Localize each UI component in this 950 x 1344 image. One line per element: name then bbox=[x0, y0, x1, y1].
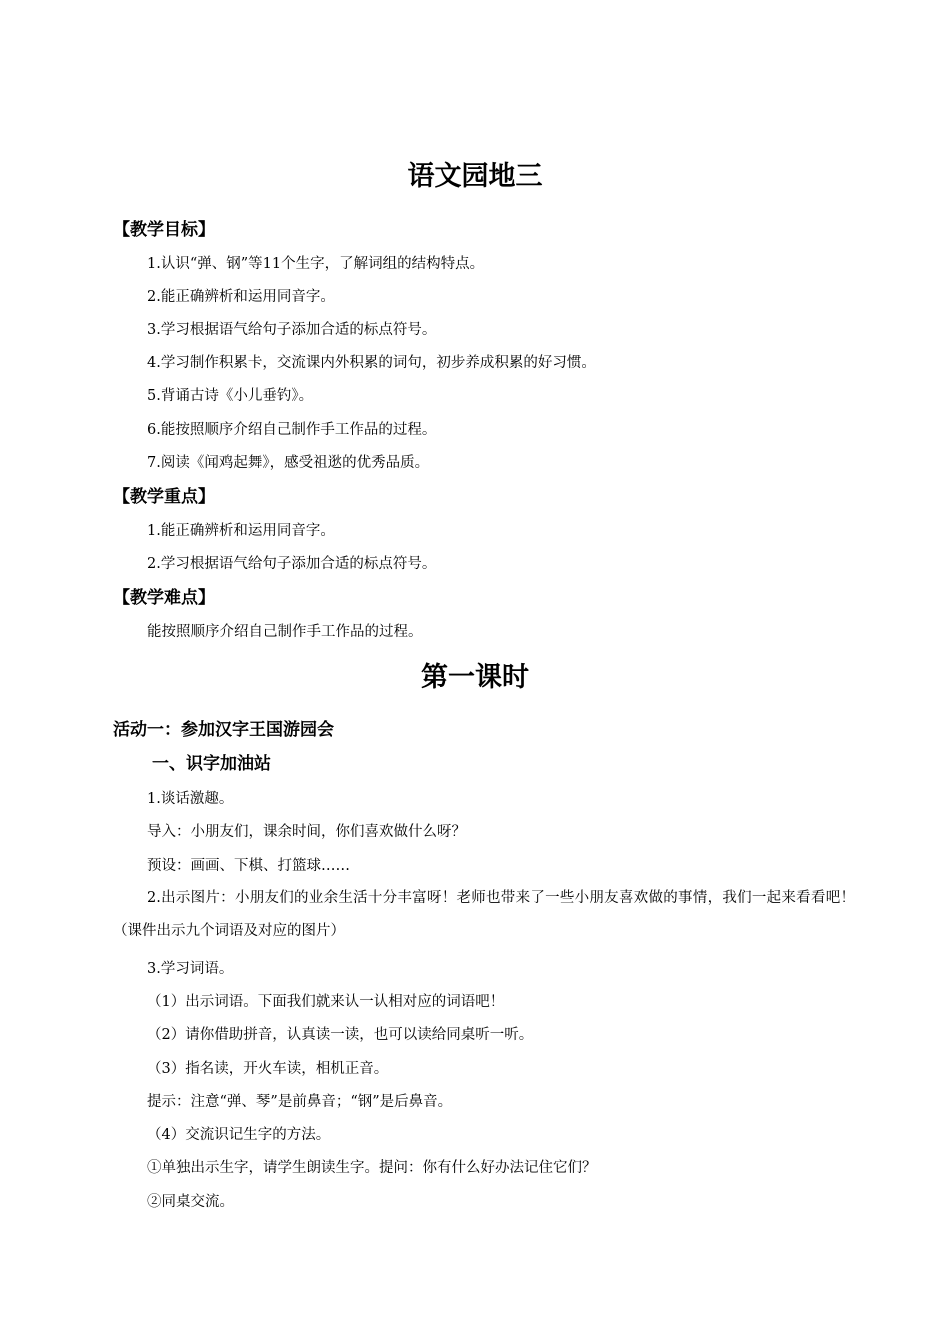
goal-item: 7.阅读《闻鸡起舞》，感受祖逖的优秀品质。 bbox=[147, 455, 430, 471]
goals-heading: 【教学目标】 bbox=[113, 220, 215, 240]
key-point-item: 1.能正确辨析和运用同音字。 bbox=[147, 523, 335, 539]
lesson-title: 第一课时 bbox=[421, 662, 529, 693]
goal-item: 6.能按照顺序介绍自己制作手工作品的过程。 bbox=[147, 422, 437, 438]
document-title: 语文园地三 bbox=[407, 161, 543, 192]
activity-paragraph: 2.出示图片：小朋友们的业余生活十分丰富呀！老师也带来了一些小朋友喜欢做的事情，我们一起来看看吧！（课件出示九个词语及对应的图片） bbox=[113, 890, 855, 939]
activity-line: （1）出示词语。下面我们就来认一认相对应的词语吧！ bbox=[147, 994, 505, 1010]
goal-item: 4.学习制作积累卡，交流课内外积累的词句，初步养成积累的好习惯。 bbox=[147, 355, 596, 371]
activity-line: 提示：注意“弹、琴”是前鼻音；“钢”是后鼻音。 bbox=[147, 1094, 453, 1110]
difficulties-heading: 【教学难点】 bbox=[113, 588, 215, 608]
difficulty-item: 能按照顺序介绍自己制作手工作品的过程。 bbox=[147, 624, 423, 640]
key-points-heading: 【教学重点】 bbox=[113, 487, 215, 507]
activity-line: （2）请你借助拼音，认真读一读，也可以读给同桌听一听。 bbox=[147, 1027, 534, 1043]
activity-line: ②同桌交流。 bbox=[147, 1194, 234, 1210]
activity-line: 3.学习词语。 bbox=[147, 961, 234, 977]
goal-item: 2.能正确辨析和运用同音字。 bbox=[147, 289, 335, 305]
goal-item: 1.认识“弹、钢”等11个生字，了解词组的结构特点。 bbox=[147, 256, 485, 272]
activity-subheading: 一、识字加油站 bbox=[152, 754, 271, 774]
activity-line: 导入：小朋友们，课余时间，你们喜欢做什么呀？ bbox=[147, 824, 466, 840]
activity-line: ①单独出示生字，请学生朗读生字。提问：你有什么好办法记住它们？ bbox=[147, 1160, 597, 1176]
activity-heading: 活动一：参加汉字王国游园会 bbox=[113, 720, 334, 740]
activity-line: 1.谈话激趣。 bbox=[147, 791, 234, 807]
key-point-item: 2.学习根据语气给句子添加合适的标点符号。 bbox=[147, 556, 437, 572]
activity-line: （3）指名读，开火车读，相机正音。 bbox=[147, 1061, 389, 1077]
activity-line: 预设：画画、下棋、打篮球…… bbox=[147, 858, 350, 874]
activity-line: （4）交流识记生字的方法。 bbox=[147, 1127, 331, 1143]
goal-item: 5.背诵古诗《小儿垂钓》。 bbox=[147, 388, 314, 404]
goal-item: 3.学习根据语气给句子添加合适的标点符号。 bbox=[147, 322, 437, 338]
